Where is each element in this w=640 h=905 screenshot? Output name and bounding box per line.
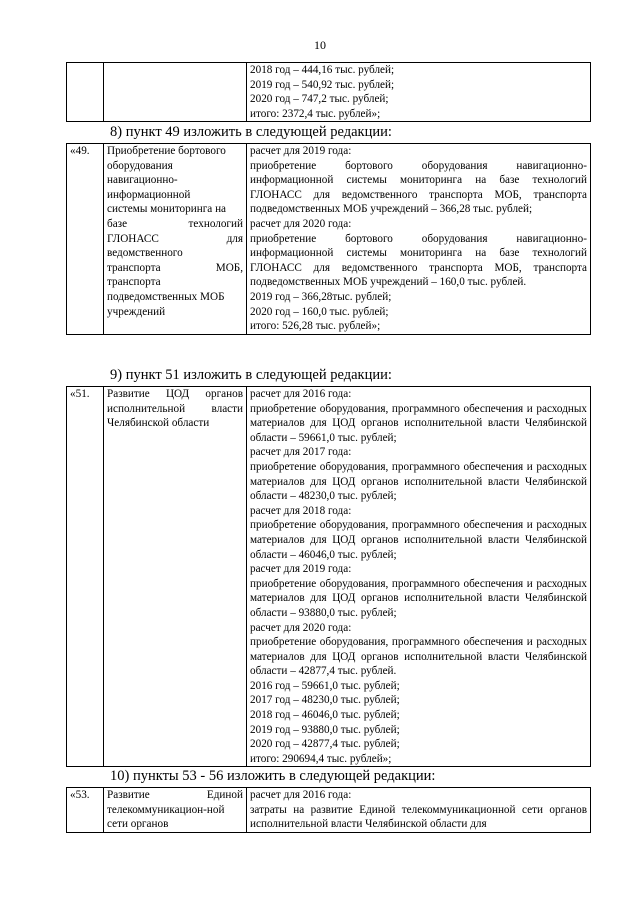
calc-line: 2016 год – 59661,0 тыс. рублей; [250,679,400,692]
item-name: Развитие ЦОД органов исполнительной власти Челябинской области [104,387,247,767]
name-line: ведомственного [107,247,183,260]
calc-line: расчет для 2017 года: [250,446,352,459]
table-continuation [66,62,591,122]
table-item-53 [66,787,591,833]
calc-line: приобретение бортового оборудования навигационно-информационной системы мониторинга на базе технологий ГЛОНАСС для ведомственного транспорта МОБ, транспорта подведомственных МОБ учреждений – 366,28 тыс. рублей; [250,159,587,216]
name-line: оборудования [107,159,173,172]
section-heading-10: 10) пункты 53 - 56 изложить в следующей редакции: [110,768,436,784]
name-line: базе технологий [107,217,243,230]
calc-line: приобретение оборудования, программного обеспечения и расходных материалов для ЦОД органов исполнительной власти Челябинской области – 48230,0 тыс. рублей; [250,460,587,503]
name-line: ГЛОНАСС для [107,232,243,245]
table-item-49 [66,143,591,335]
calc-line: итого: 526,28 тыс. рублей»; [250,320,381,333]
calc-line: 2020 год – 160,0 тыс. рублей; [250,305,389,318]
calc-line: 2019 год – 366,28тыс. рублей; [250,290,392,303]
calc-line: приобретение оборудования, программного обеспечения и расходных материалов для ЦОД органов исполнительной власти Челябинской области – 93880,0 тыс. рублей; [250,577,587,619]
calc-line: приобретение оборудования, программного обеспечения и расходных материалов для ЦОД органов исполнительной власти Челябинской области – 46046,0 тыс. рублей; [250,519,587,561]
table-row [67,387,591,767]
item-calculation [247,144,591,335]
calc-line: расчет для 2019 года: [250,145,352,157]
calc-line: расчет для 2018 года: [250,504,352,517]
calc-line: расчет для 2020 года: [250,217,352,230]
calc-line: 2019 год – 93880,0 тыс. рублей; [250,723,400,736]
calc-line: расчет для 2016 года: [250,388,352,400]
calc-line: расчет для 2016 года: [250,789,352,801]
cell-name [104,63,247,122]
item-number: «49. [67,144,104,335]
section-heading-9: 9) пункт 51 изложить в следующей редакции: [110,367,392,383]
item-number: «53. [67,788,104,833]
section-heading-8: 8) пункт 49 изложить в следующей редакции: [110,124,392,140]
calc-line: расчет для 2020 года: [250,621,352,634]
page-number: 10 [314,38,326,52]
calc-line: 2017 год – 48230,0 тыс. рублей; [250,694,400,707]
calc-line: итого: 290694,4 тыс. рублей»; [250,752,392,765]
name-line: учреждений [107,305,166,318]
text-line: 2019 год – 540,92 тыс. рублей; [250,78,395,91]
name-line: транспорта [107,276,161,289]
text-line: 2018 год – 444,16 тыс. рублей; [250,64,395,76]
cell-number [67,63,104,122]
calc-line: приобретение оборудования, программного обеспечения и расходных материалов для ЦОД органов исполнительной власти Челябинской области – 42877,4 тыс. рублей. [250,636,587,678]
calc-line: 2020 год – 42877,4 тыс. рублей; [250,738,400,751]
name-line: Приобретение бортового [107,145,226,157]
table-row [67,63,591,122]
text-line: 2020 год – 747,2 тыс. рублей; [250,93,389,106]
table-row [67,144,591,335]
calc-line: приобретение оборудования, программного обеспечения и расходных материалов для ЦОД органов исполнительной власти Челябинской области – 59661,0 тыс. рублей; [250,402,587,444]
item-calculation [247,788,591,833]
name-line: подведомственных МОБ [107,290,225,303]
calc-line: расчет для 2019 года: [250,563,352,576]
name-line: информационной [107,188,191,201]
name-line: навигационно- [107,174,178,187]
name-line: системы мониторинга на [107,203,227,216]
item-calculation [247,387,591,767]
item-name [104,144,247,335]
text-line: итого: 2372,4 тыс. рублей»; [250,107,381,120]
table-item-51 [66,386,591,767]
item-name: Развитие Единой телекоммуникацион-ной сети органов [104,788,247,833]
calc-line: затраты на развитие Единой телекоммуникационной сети органов исполнительной власти Челябинской области для [250,803,587,831]
item-number: «51. [67,387,104,767]
cell-calculation [247,63,591,122]
calc-line: приобретение бортового оборудования навигационно-информационной системы мониторинга на базе технологий ГЛОНАСС для ведомственного транспорта МОБ, транспорта подведомственных МОБ учреждений – 160,0 тыс. рублей. [250,232,587,289]
table-row [67,788,591,833]
calc-line: 2018 год – 46046,0 тыс. рублей; [250,709,400,722]
name-line: транспорта МОБ, [107,261,243,274]
